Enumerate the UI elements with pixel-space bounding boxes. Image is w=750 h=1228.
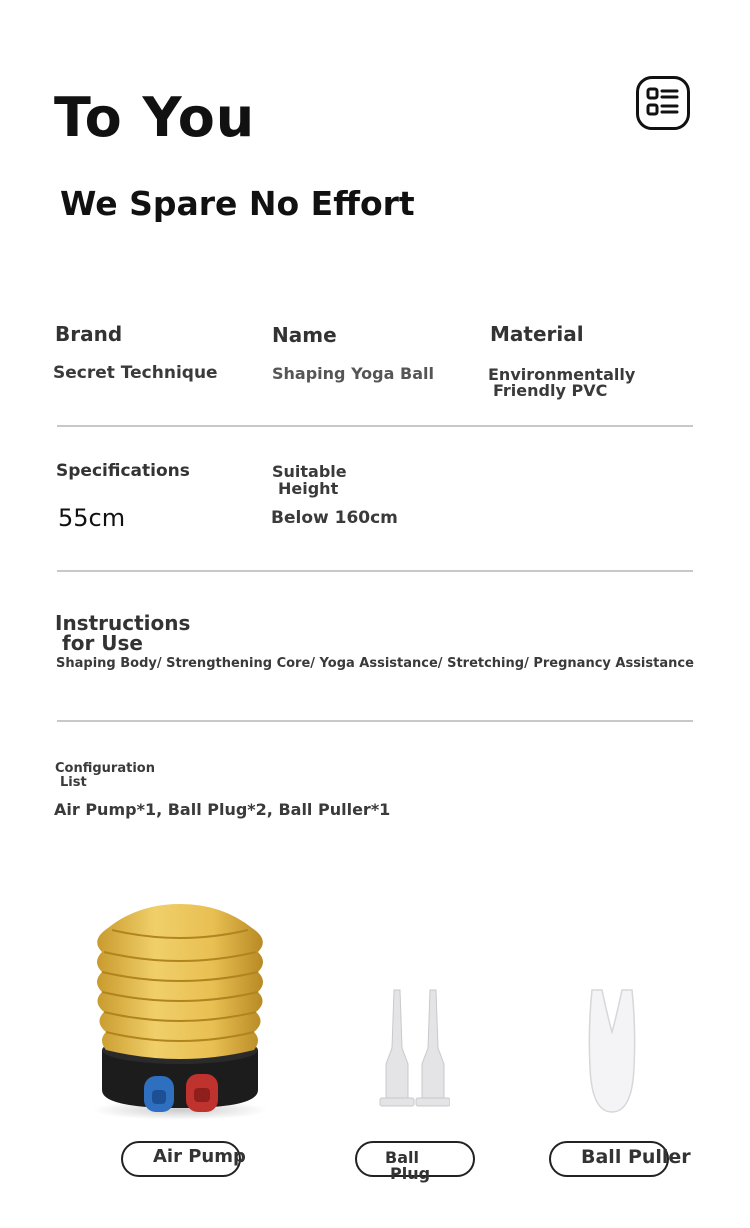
material-value-line1: Environmentally bbox=[488, 365, 636, 384]
ball-plug-image bbox=[378, 988, 450, 1110]
material-value-line2: Friendly PVC bbox=[493, 381, 608, 400]
list-menu-icon[interactable] bbox=[636, 76, 690, 130]
page-title: To You bbox=[54, 86, 256, 149]
brand-label: Brand bbox=[55, 322, 123, 346]
brand-value: Secret Technique bbox=[53, 363, 218, 383]
divider bbox=[57, 425, 693, 427]
instructions-label-line2: for Use bbox=[62, 631, 143, 655]
air-pump-label: Air Pump bbox=[153, 1146, 246, 1167]
configuration-label-line1: Configuration bbox=[55, 761, 155, 776]
air-pump-image bbox=[88, 900, 272, 1122]
suitable-height-value: Below 160cm bbox=[271, 508, 398, 528]
specifications-label: Specifications bbox=[56, 461, 190, 481]
material-label: Material bbox=[490, 322, 584, 346]
ball-puller-label: Ball Puller bbox=[581, 1146, 691, 1168]
ball-puller-image bbox=[586, 988, 638, 1114]
ball-plug-label-line1: Ball bbox=[385, 1148, 419, 1167]
instructions-value: Shaping Body/ Strengthening Core/ Yoga Assistance/ Stretching/ Pregnancy Assistance bbox=[56, 656, 694, 671]
ball-plug-label-line2: Plug bbox=[390, 1164, 431, 1183]
suitable-height-label-line2: Height bbox=[278, 479, 339, 498]
divider bbox=[57, 570, 693, 572]
configuration-label-line2: List bbox=[60, 775, 87, 790]
name-label: Name bbox=[272, 323, 337, 347]
configuration-value: Air Pump*1, Ball Plug*2, Ball Puller*1 bbox=[54, 800, 391, 819]
suitable-height-label-line1: Suitable bbox=[272, 462, 347, 481]
divider bbox=[57, 720, 693, 722]
page-subtitle: We Spare No Effort bbox=[60, 184, 415, 223]
name-value: Shaping Yoga Ball bbox=[272, 364, 434, 383]
instructions-label-line1: Instructions bbox=[55, 611, 191, 635]
specifications-value: 55cm bbox=[58, 504, 126, 532]
